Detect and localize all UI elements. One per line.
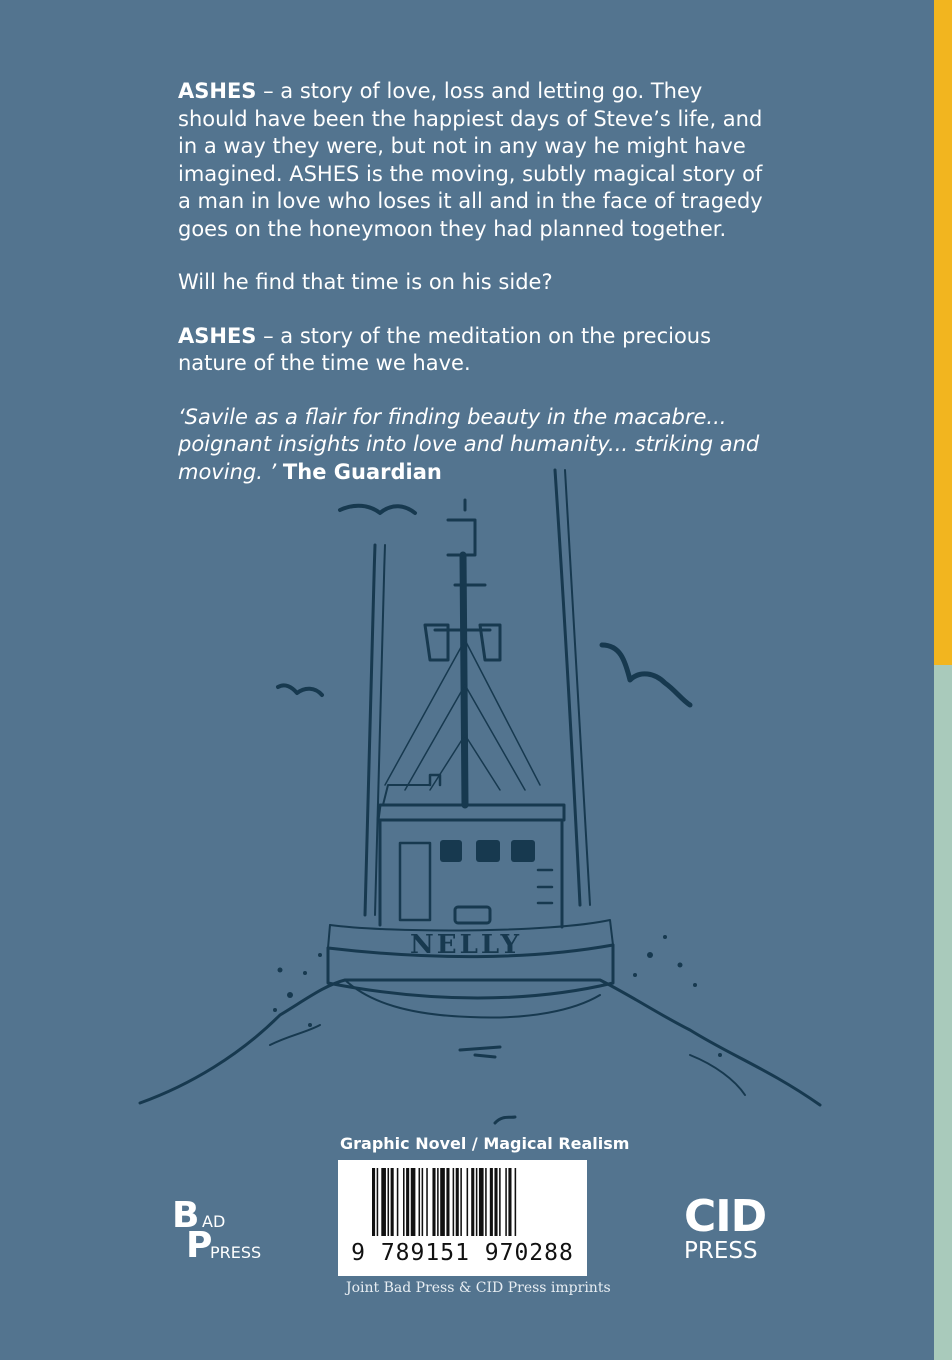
blurb-paragraph-2: Will he find that time is on his side? [178, 270, 553, 294]
boat-illustration [130, 455, 830, 1155]
barcode-bar [422, 1168, 424, 1236]
blurb-text: – a story of the meditation on the precious nature of the time we have. [178, 323, 712, 375]
blurb-paragraph-3 [178, 323, 778, 378]
boat-name: NELLY [410, 930, 523, 960]
logo-text-cid: CID [684, 1191, 767, 1242]
back-cover-blurb [178, 78, 778, 512]
blurb-text: – a story of love, loss and letting go. They should have been the happiest days of Steve’s life, and in a way they were, but not in any way he might have imagined. ASHES is the moving, subtly magical story of a man in love who loses it all and in the face of tragedy goes on the honeymoon they had planned together. [178, 79, 763, 241]
quote-text: ‘Savile as a flair for finding beauty in the macabre... poignant insights into love and humanity... striking and moving. ’ [178, 404, 760, 484]
barcode-bar [494, 1168, 497, 1236]
barcode-bar [505, 1168, 507, 1236]
barcode-bar [372, 1168, 375, 1236]
barcode-bar [479, 1168, 484, 1236]
barcode-bar [508, 1168, 511, 1236]
imprint-note: Joint Bad Press & CID Press imprints [346, 1280, 611, 1296]
barcode-bar [403, 1168, 405, 1236]
logo-text-press: PRESS [684, 1238, 758, 1264]
barcode-bar [437, 1168, 439, 1236]
quote-source: The Guardian [282, 459, 442, 484]
barcode-bar [426, 1168, 428, 1236]
barcode-bar [391, 1168, 394, 1236]
barcode-bar [388, 1168, 390, 1236]
barcode-bar [440, 1168, 445, 1236]
barcode-bar [453, 1168, 455, 1236]
barcode-bar [490, 1168, 493, 1236]
spine-gold-band [934, 0, 952, 665]
logo-text-press: PRESS [210, 1243, 262, 1262]
barcode-bar [456, 1168, 459, 1236]
barcode-bar [515, 1168, 517, 1236]
genre-label: Graphic Novel / Magical Realism [340, 1134, 630, 1153]
blurb-paragraph-1 [178, 78, 778, 243]
barcode-bar [471, 1168, 474, 1236]
barcode-bar [499, 1168, 501, 1236]
isbn-number: 9 789151 970288 [351, 1240, 574, 1266]
barcode-bar [432, 1168, 435, 1236]
barcode-bar [406, 1168, 409, 1236]
barcode-bar [467, 1168, 469, 1236]
blurb-title: ASHES [178, 79, 257, 103]
barcode-bar [381, 1168, 386, 1236]
isbn-barcode [338, 1160, 587, 1276]
spine-edge [934, 0, 952, 1360]
barcode-bar [460, 1168, 462, 1236]
barcode-bar [377, 1168, 379, 1236]
blurb-title: ASHES [178, 323, 257, 348]
barcode-bar [485, 1168, 487, 1236]
spine-teal-band [934, 665, 952, 1360]
logo-letter-p: P [186, 1225, 213, 1266]
barcode-bar [411, 1168, 416, 1236]
barcode-bar [446, 1168, 449, 1236]
barcode-bar [397, 1168, 399, 1236]
bad-press-logo [172, 1195, 282, 1288]
barcode-bars [338, 1160, 587, 1240]
barcode-bar [419, 1168, 421, 1236]
barcode-bar [476, 1168, 478, 1236]
logo-letter-b: B [172, 1195, 200, 1236]
logo-text-ad: AD [202, 1212, 226, 1231]
cid-press-logo [684, 1191, 784, 1264]
